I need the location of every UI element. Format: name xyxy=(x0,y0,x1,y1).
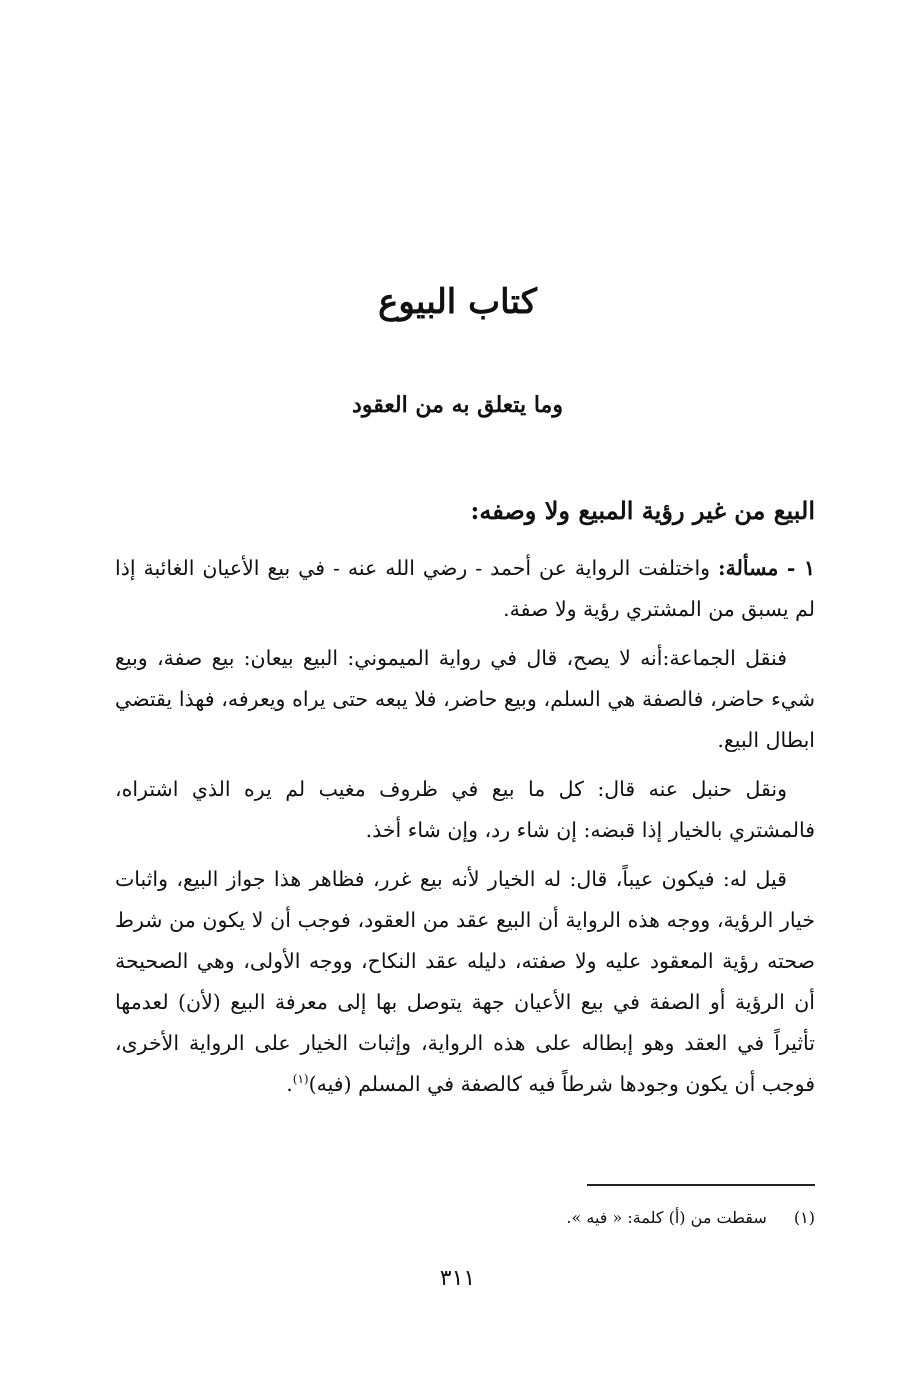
body-text xyxy=(115,548,815,1113)
issue-text: واختلفت الرواية عن أحمد - رضي الله عنه - في بيع الأعيان الغائبة إذا لم يسبق من المشتري رؤية ولا صفة. xyxy=(115,556,815,621)
issue-paragraph xyxy=(115,548,815,630)
footnote-divider xyxy=(587,1184,815,1186)
book-title: كتاب البيوع xyxy=(378,282,537,322)
page-number: ٣١١ xyxy=(439,1266,476,1291)
footnote-text: سقطت من (أ) كلمة: « فيه ». xyxy=(566,1208,767,1227)
footnote-reference: (١) xyxy=(292,1072,309,1087)
footnote xyxy=(566,1208,815,1227)
section-heading: البيع من غير رؤية المبيع ولا وصفه: xyxy=(470,496,815,525)
paragraph-hanbal: ونقل حنبل عنه قال: كل ما بيع في ظروف مغيب لم يره الذي اشتراه، فالمشتري بالخيار إذا قبضه: إن شاء رد، وإن شاء أخذ. xyxy=(115,777,815,842)
paragraph-ruling-text: قيل له: فيكون عيباً، قال: له الخيار لأنه بيع غرر، فظاهر هذا جواز البيع، واثبات خيار الرؤية، ووجه هذه الرواية أن البيع عقد من العقود، فوجب أن لا يكون من شرط صحته رؤية المعقود عليه ولا صفته، دليله عقد النكاح، ووجه الأولى، وهي الصحيحة أن الرؤية أو الصفة في بيع الأعيان جهة يتوصل بها إلى معرفة البيع (لأن) لعدمها تأثيراً في العقد وهو إبطاله على هذه الرواية، وإثبات الخيار على الرواية الأخرى، فوجب أن يكون وجودها شرطاً فيه كالصفة في المسلم (فيه) xyxy=(115,867,815,1096)
footnote-number: (١) xyxy=(793,1208,815,1227)
paragraph-maimuni: فنقل الجماعة:أنه لا يصح، قال في رواية الميموني: البيع بيعان: بيع صفة، وبيع شيء حاضر، فالصفة هي السلم، وبيع حاضر، فلا يبعه حتى يراه ويعرفه، فهذا يقتضي ابطال البيع. xyxy=(115,646,815,752)
book-subtitle: وما يتعلق به من العقود xyxy=(352,392,563,418)
paragraph-ruling: قيل له: فيكون عيباً، قال: له الخيار لأنه بيع غرر، فظاهر هذا جواز البيع، واثبات خيار الرؤية، ووجه هذه الرواية أن البيع عقد من العقود، فوجب أن لا يكون من شرط صحته رؤية المعقود عليه ولا صفته، دليله عقد النكاح، ووجه الأولى، وهي الصحيحة أن الرؤية أو الصفة في بيع الأعيان جهة يتوصل بها إلى معرفة البيع (لأن) لعدمها تأثيراً في العقد وهو إبطاله على هذه الرواية، وإثبات الخيار على الرواية الأخرى، فوجب أن يكون وجودها شرطاً فيه كالصفة في المسلم (فيه)$^{(١)}$. xyxy=(115,867,815,1096)
issue-label: ١ - مسألة: xyxy=(718,556,815,580)
